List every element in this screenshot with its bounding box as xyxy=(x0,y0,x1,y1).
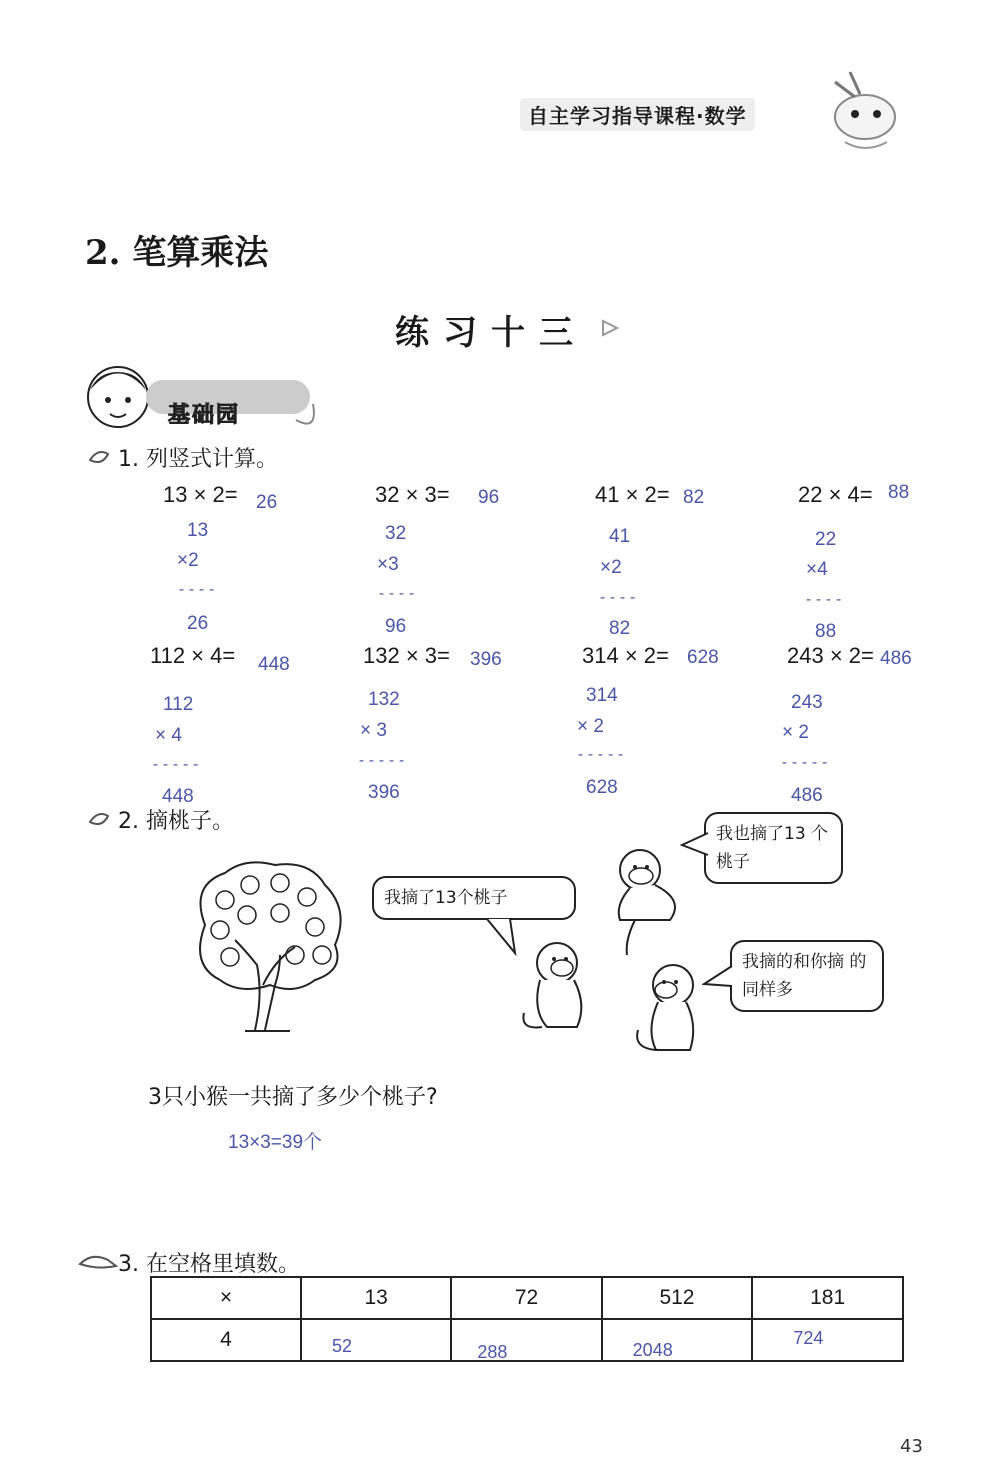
table-answer-cell[interactable] xyxy=(451,1319,601,1361)
vertical-line: ---- xyxy=(804,590,845,608)
problem-expr: 314 × 2= xyxy=(582,643,669,668)
problem-answer: 628 xyxy=(687,647,719,668)
vertical-line: ----- xyxy=(151,755,202,773)
vertical-mult: × 2 xyxy=(782,722,809,743)
problem-expr: 112 × 4= xyxy=(150,643,236,668)
vertical-line: ----- xyxy=(576,745,627,763)
vertical-result: 486 xyxy=(791,785,823,806)
fill-table xyxy=(150,1276,904,1362)
vertical-top: 132 xyxy=(368,689,400,710)
vertical-line: ---- xyxy=(377,584,418,602)
task2-title: 2. 摘桃子。 xyxy=(118,809,234,834)
table-answer-cell[interactable] xyxy=(752,1319,903,1361)
vertical-mult: ×2 xyxy=(177,550,199,571)
table-answer-cell[interactable] xyxy=(301,1319,451,1361)
arrow-icon xyxy=(600,318,620,338)
vertical-mult: ×2 xyxy=(600,557,622,578)
bubble-text: 我摘了13个桃子 xyxy=(384,888,508,908)
problem-answer: 396 xyxy=(470,649,502,670)
vertical-result: 88 xyxy=(815,621,837,642)
vertical-line: ----- xyxy=(780,753,831,771)
peach-tree-icon xyxy=(185,855,350,1035)
bubble-text: 我摘的和你摘 的同样多 xyxy=(742,952,867,1000)
garden-label: 基础园 xyxy=(168,403,241,428)
vertical-result: 26 xyxy=(187,613,209,634)
monkey-icon xyxy=(605,840,695,960)
vertical-result: 628 xyxy=(586,777,618,798)
vertical-top: 112 xyxy=(163,694,194,715)
monkey-icon xyxy=(628,960,708,1055)
vertical-top: 13 xyxy=(187,520,209,541)
mascot-icon xyxy=(815,62,915,157)
problem-answer: 88 xyxy=(888,482,910,503)
speech-bubble xyxy=(372,876,576,920)
section-title: 2. 笔算乘法 xyxy=(85,233,269,273)
exercise-title: 练习十三 xyxy=(395,313,587,353)
cell-answer: 2048 xyxy=(632,1340,673,1360)
book-title: 自主学习指导课程·数学 xyxy=(520,98,755,131)
vertical-result: 396 xyxy=(368,782,400,803)
task-marker-icon xyxy=(78,1252,118,1272)
table-header-cell: 181 xyxy=(752,1277,903,1319)
vertical-line: ----- xyxy=(357,751,408,769)
monkey-icon xyxy=(512,935,602,1035)
problem-answer: 448 xyxy=(258,654,290,675)
speech-bubble xyxy=(704,812,843,884)
vertical-mult: × 4 xyxy=(155,725,182,746)
question-text: 3只小猴一共摘了多少个桃子? xyxy=(148,1085,438,1110)
table-header-cell: 72 xyxy=(451,1277,601,1319)
problem-answer: 96 xyxy=(478,487,500,508)
task1-title: 1. 列竖式计算。 xyxy=(118,447,278,472)
problem-expr: 243 × 2= xyxy=(787,643,874,668)
vertical-top: 314 xyxy=(586,685,618,706)
problem-expr: 32 × 3= xyxy=(375,482,450,507)
problem-expr: 41 × 2= xyxy=(595,482,670,507)
problem-expr: 132 × 3= xyxy=(363,643,450,668)
vertical-result: 448 xyxy=(162,786,194,807)
vertical-mult: ×4 xyxy=(806,559,828,580)
vertical-top: 22 xyxy=(815,529,837,550)
table-header-cell: 13 xyxy=(301,1277,451,1319)
vertical-result: 82 xyxy=(609,618,631,639)
vertical-result: 96 xyxy=(385,616,407,637)
cell-answer: 52 xyxy=(332,1336,353,1356)
table-row xyxy=(151,1319,903,1361)
bubble-text: 我也摘了13 个桃子 xyxy=(716,824,829,872)
question-answer: 13×3=39个 xyxy=(228,1132,323,1153)
vertical-mult: × 2 xyxy=(577,716,604,737)
table-row-label: 4 xyxy=(151,1319,301,1361)
vertical-line: ---- xyxy=(598,588,639,606)
problem-expr: 22 × 4= xyxy=(798,482,873,507)
vertical-top: 41 xyxy=(609,526,631,547)
cell-answer: 724 xyxy=(793,1328,824,1348)
task-marker-icon xyxy=(88,808,110,828)
vertical-mult: ×3 xyxy=(377,554,399,575)
cell-answer: 288 xyxy=(477,1342,508,1362)
problem-expr: 13 × 2= xyxy=(163,482,238,507)
vertical-top: 243 xyxy=(791,692,823,713)
table-row xyxy=(151,1277,903,1319)
problem-answer: 26 xyxy=(256,492,278,513)
table-header-cell: × xyxy=(151,1277,301,1319)
problem-answer: 82 xyxy=(683,487,705,508)
vertical-mult: × 3 xyxy=(360,720,387,741)
vertical-line: ---- xyxy=(177,580,218,598)
task-marker-icon xyxy=(88,446,110,466)
problem-answer: 486 xyxy=(880,648,912,669)
speech-bubble xyxy=(730,940,884,1012)
task3-title: 3. 在空格里填数。 xyxy=(118,1252,300,1277)
vertical-top: 32 xyxy=(385,523,407,544)
table-header-cell: 512 xyxy=(602,1277,753,1319)
page-number: 43 xyxy=(900,1436,923,1457)
table-answer-cell[interactable] xyxy=(602,1319,753,1361)
